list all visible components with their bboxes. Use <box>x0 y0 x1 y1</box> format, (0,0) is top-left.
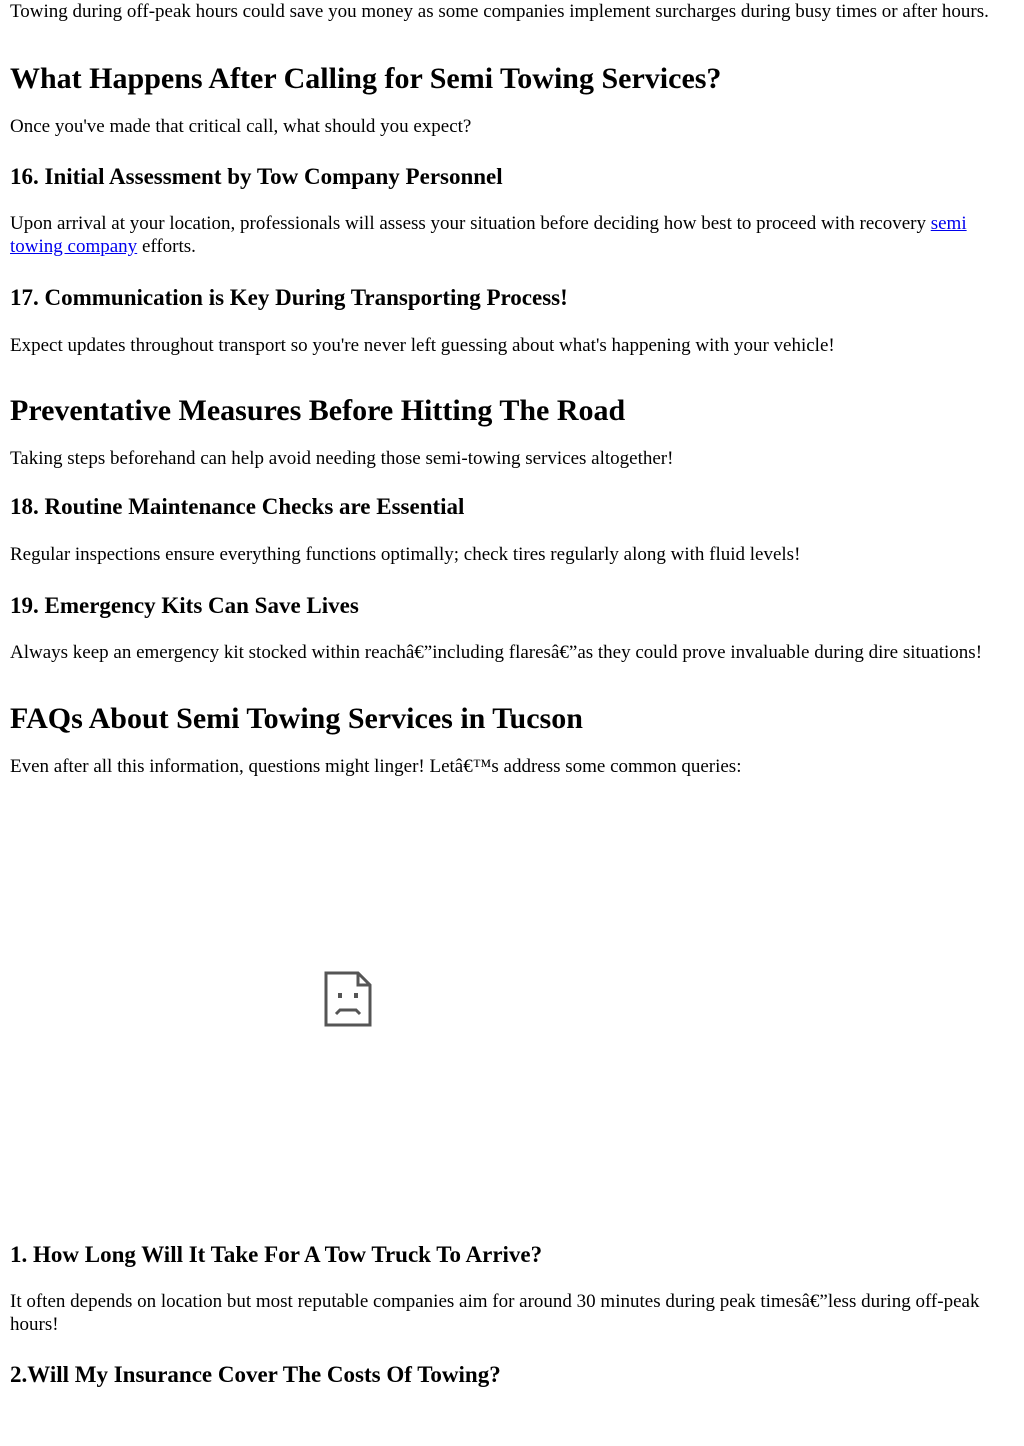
intro-paragraph: Towing during off-peak hours could save you money as some companies implement surcharges during busy times or after hours. <box>10 1 989 22</box>
heading-item-19: 19. Emergency Kits Can Save Lives <box>10 593 359 618</box>
item-16-text-before: Upon arrival at your location, professionals will assess your situation before deciding how best to proceed with recovery <box>10 213 931 234</box>
preventative-intro: Taking steps beforehand can help avoid needing those semi-towing services altogether! <box>10 448 674 469</box>
item-17-paragraph: Expect updates throughout transport so you're never left guessing about what's happening with your vehicle! <box>10 335 835 356</box>
heading-item-17: 17. Communication is Key During Transporting Process! <box>10 285 568 310</box>
item-16-text-after: efforts. <box>137 236 196 257</box>
heading-faqs: FAQs About Semi Towing Services in Tucson <box>10 702 583 735</box>
heading-faq-1: 1. How Long Will It Take For A Tow Truck To Arrive? <box>10 1242 543 1267</box>
item-18-paragraph: Regular inspections ensure everything functions optimally; check tires regularly along with fluid levels! <box>10 544 801 565</box>
semi-towing-company-link[interactable]: semi towing company <box>10 213 967 257</box>
faqs-intro: Even after all this information, questions might linger! Letâ€™s address some common queries: <box>10 756 742 777</box>
heading-item-18: 18. Routine Maintenance Checks are Essential <box>10 494 465 519</box>
after-calling-intro: Once you've made that critical call, what should you expect? <box>10 116 472 137</box>
faq-1-paragraph: It often depends on location but most reputable companies aim for around 30 minutes during peak timesâ€”less during off-peak hours! <box>10 1291 980 1335</box>
heading-preventative: Preventative Measures Before Hitting The Road <box>10 394 626 427</box>
faq-image-placeholder <box>10 800 1014 1230</box>
heading-after-calling: What Happens After Calling for Semi Towing Services? <box>10 62 722 95</box>
heading-faq-2: 2.Will My Insurance Cover The Costs Of Towing? <box>10 1362 501 1387</box>
heading-item-16: 16. Initial Assessment by Tow Company Personnel <box>10 164 503 189</box>
broken-image-icon <box>324 971 372 1027</box>
item-19-paragraph: Always keep an emergency kit stocked within reachâ€”including flaresâ€”as they could prove invaluable during dire situations! <box>10 642 983 663</box>
item-16-paragraph <box>10 212 1014 258</box>
